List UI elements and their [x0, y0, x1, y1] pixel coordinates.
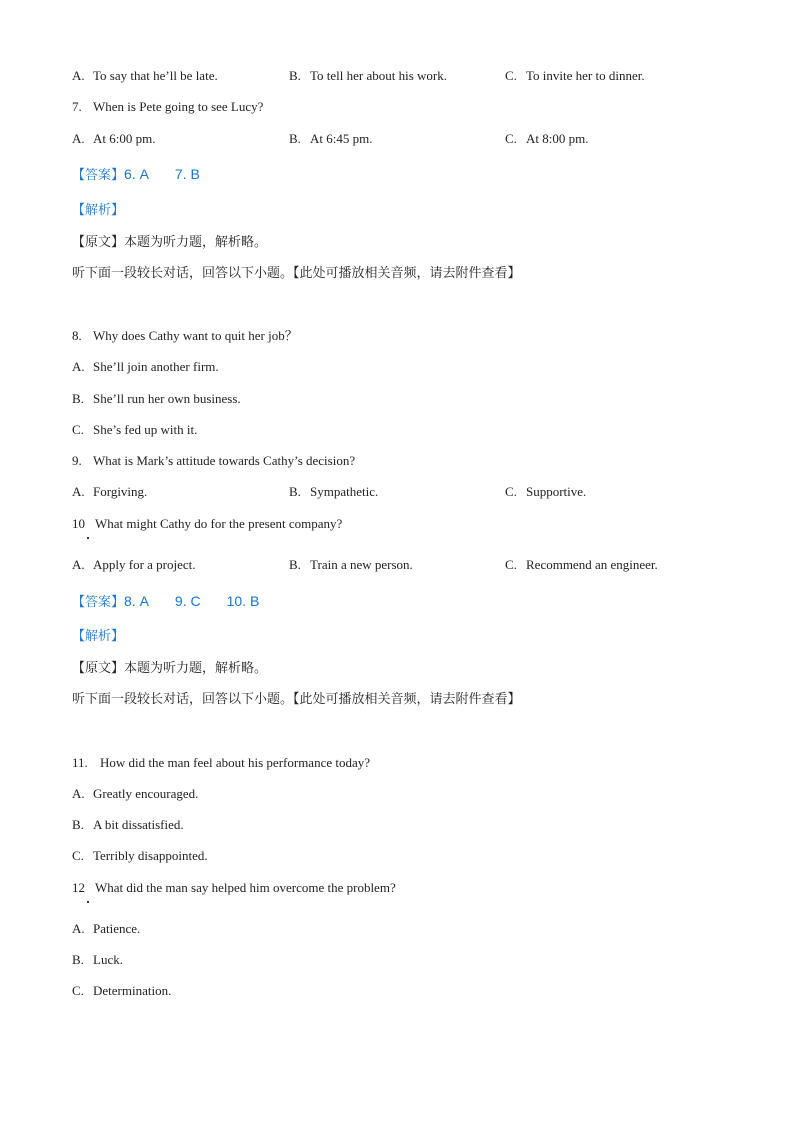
- answer-line-2: [72, 593, 259, 611]
- q8-option-a: A. She’ll join another firm.: [72, 359, 219, 374]
- listen-instruction-1: 听下面一段较长对话，回答以下小题。【此处可播放相关音频，请去附件查看】: [72, 266, 521, 281]
- q8-question: 8. Why does Cathy want to quit her job？: [72, 328, 298, 343]
- answer-8: 8. A: [124, 593, 149, 609]
- q9-option-a: A. Forgiving.: [72, 484, 148, 499]
- original-text-2: 【原文】本题为听力题，解析略。: [72, 661, 268, 676]
- q12-option-a: A. Patience.: [72, 921, 141, 936]
- answer-line-1: [72, 166, 200, 184]
- answer-tag: 【答案】: [72, 168, 125, 183]
- q11-question: 11. How did the man feel about his performance today?: [72, 755, 371, 770]
- answer-9: 9. C: [174, 593, 201, 609]
- q12-option-b: B. Luck.: [72, 952, 123, 967]
- q9-option-b: B. Sympathetic.: [289, 484, 379, 499]
- q10-number-dot: [87, 537, 89, 539]
- q9-question: 9. What is Mark’s attitude towards Cathy’s decision?: [72, 453, 356, 468]
- analysis-heading-1: 【解析】: [72, 203, 125, 218]
- analysis-heading-2: 【解析】: [72, 629, 125, 644]
- listen-instruction-2: 听下面一段较长对话，回答以下小题。【此处可播放相关音频，请去附件查看】: [72, 692, 521, 707]
- answer-7: 7. B: [174, 166, 200, 182]
- q7-option-c: C. At 8:00 pm.: [505, 131, 589, 146]
- q10-option-b: B. Train a new person.: [289, 557, 413, 572]
- answer-6: 6. A: [124, 166, 149, 182]
- q10-option-a: A. Apply for a project.: [72, 557, 196, 572]
- q6-option-a: A. To say that he’ll be late.: [72, 68, 218, 83]
- answer-tag: 【答案】: [72, 595, 125, 610]
- q9-option-c: C. Supportive.: [505, 484, 587, 499]
- q7-question: 7. When is Pete going to see Lucy?: [72, 99, 264, 114]
- q10-option-c: C. Recommend an engineer.: [505, 557, 658, 572]
- q11-option-c: C. Terribly disappointed.: [72, 848, 208, 863]
- q8-option-b: B. She’ll run her own business.: [72, 391, 241, 406]
- answer-10: 10. B: [226, 593, 260, 609]
- q7-option-a: A. At 6:00 pm.: [72, 131, 156, 146]
- q6-option-b: B. To tell her about his work.: [289, 68, 448, 83]
- q12-number-dot: [87, 901, 89, 903]
- q10-question: 10 What might Cathy do for the present company?: [72, 516, 343, 531]
- q12-question: 12 What did the man say helped him overcome the problem?: [72, 880, 396, 895]
- q6-option-c: C. To invite her to dinner.: [505, 68, 645, 83]
- q11-option-b: B. A bit dissatisfied.: [72, 817, 184, 832]
- q7-option-b: B. At 6:45 pm.: [289, 131, 373, 146]
- original-text-1: 【原文】本题为听力题，解析略。: [72, 235, 268, 250]
- q12-option-c: C. Determination.: [72, 983, 172, 998]
- q11-option-a: A. Greatly encouraged.: [72, 786, 199, 801]
- q8-option-c: C. She’s fed up with it.: [72, 422, 198, 437]
